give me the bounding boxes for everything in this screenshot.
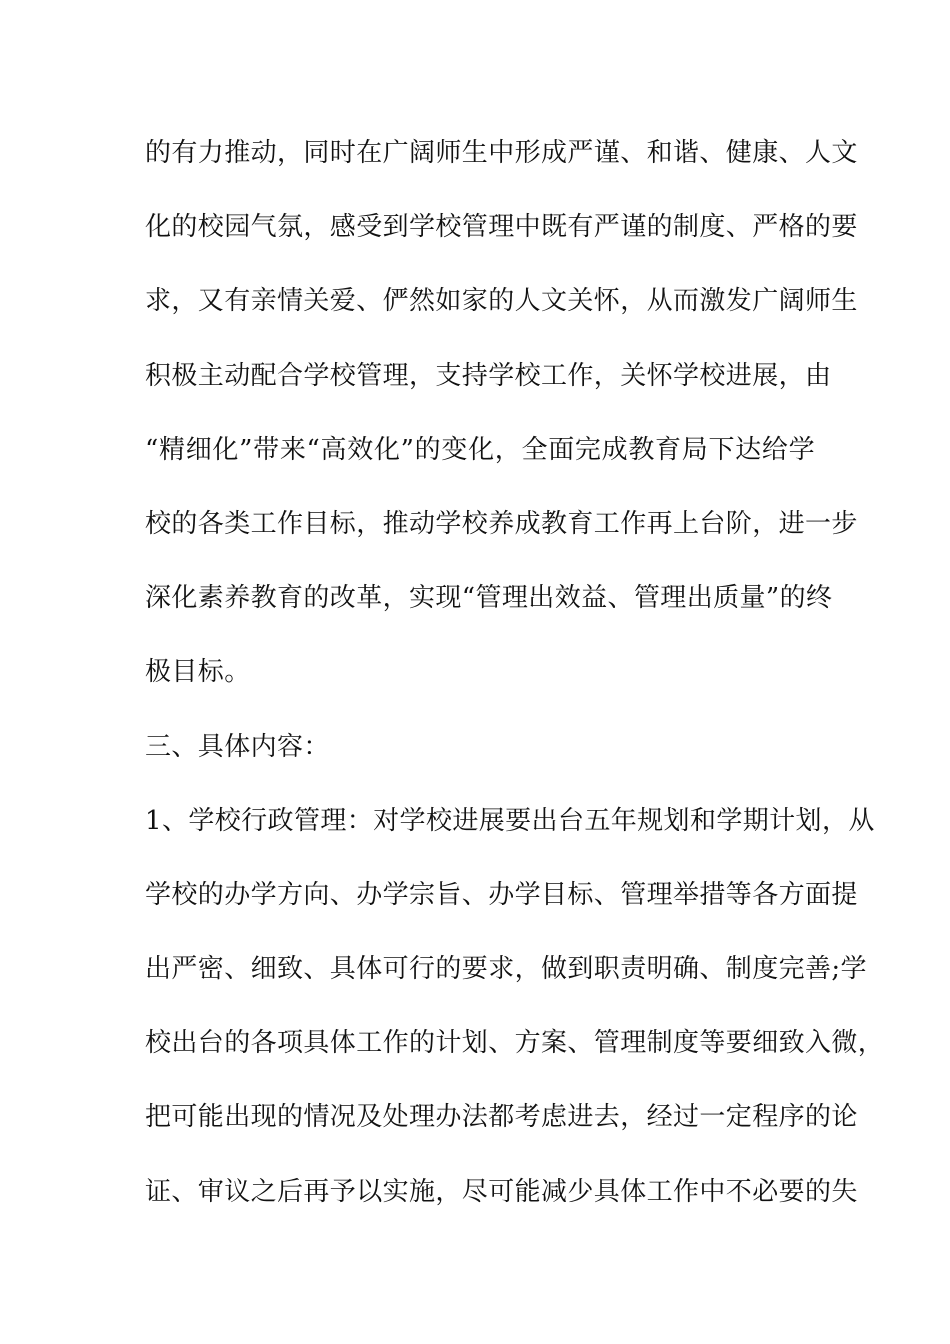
text-line: 证、审议之后再予以实施，尽可能减少具体工作中不必要的失 — [145, 1176, 858, 1207]
text-line: 的有力推动，同时在广阔师生中形成严谨、和谐、健康、人文 — [145, 138, 858, 168]
text-line-last: 极目标。 — [145, 657, 251, 688]
body-text — [145, 131, 885, 1244]
section-heading: 三、具体内容： — [145, 731, 330, 762]
text-line: 学校的办学方向、办学宗旨、办学目标、管理举措等各方面提 — [145, 879, 858, 910]
text-line: 1、学校行政管理：对学校进展要出台五年规划和学期计划，从 — [145, 805, 875, 836]
text-line: “精细化”带来“高效化”的变化，全面完成教育局下达给学 — [145, 434, 815, 465]
text-line: 校出台的各项具体工作的计划、方案、管理制度等要细致入微， — [145, 1028, 885, 1059]
text-line: 积极主动配合学校管理，支持学校工作，关怀学校进展，由 — [145, 360, 832, 391]
text-line: 把可能出现的情况及处理办法都考虑进去，经过一定程序的论 — [145, 1102, 858, 1133]
text-line: 校的各类工作目标，推动学校养成教育工作再上台阶，进一步 — [145, 508, 858, 539]
text-line: 深化素养教育的改革，实现“管理出效益、管理出质量”的终 — [145, 583, 833, 614]
text-line: 出严密、细致、具体可行的要求，做到职责明确、制度完善;学 — [145, 954, 867, 985]
text-line: 化的校园气氛，感受到学校管理中既有严谨的制度、严格的要 — [145, 212, 858, 243]
text-line: 求，又有亲情关爱、俨然如家的人文关怀，从而激发广阔师生 — [145, 286, 858, 317]
